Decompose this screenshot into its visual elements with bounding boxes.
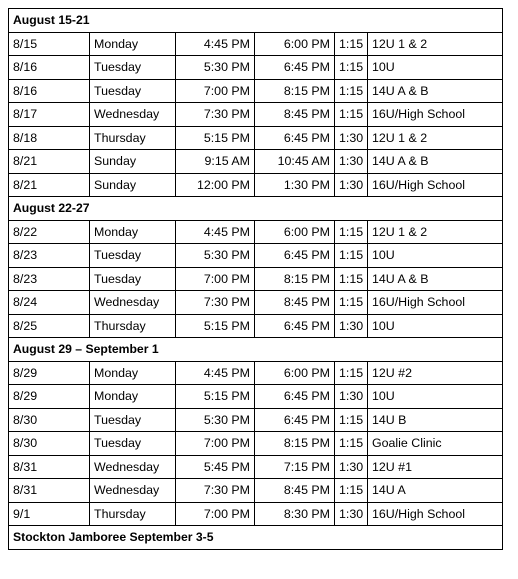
day-cell: Tuesday (90, 267, 176, 291)
end-time-cell: 8:45 PM (255, 479, 335, 503)
end-time-cell: 8:45 PM (255, 103, 335, 127)
duration-cell: 1:30 (335, 126, 368, 150)
day-cell: Thursday (90, 126, 176, 150)
start-time-cell: 4:45 PM (176, 361, 255, 385)
date-cell: 8/18 (9, 126, 90, 150)
group-cell: 10U (368, 314, 503, 338)
day-cell: Tuesday (90, 79, 176, 103)
duration-cell: 1:30 (335, 455, 368, 479)
group-cell: 14U A & B (368, 79, 503, 103)
date-cell: 8/29 (9, 361, 90, 385)
date-cell: 8/29 (9, 385, 90, 409)
group-cell: 16U/High School (368, 291, 503, 315)
day-cell: Monday (90, 32, 176, 56)
day-cell: Tuesday (90, 432, 176, 456)
day-cell: Tuesday (90, 244, 176, 268)
start-time-cell: 7:30 PM (176, 291, 255, 315)
table-row (9, 173, 503, 197)
table-row (9, 32, 503, 56)
section-title: Stockton Jamboree September 3-5 (9, 526, 503, 550)
section-header-row (9, 9, 503, 33)
duration-cell: 1:15 (335, 244, 368, 268)
day-cell: Wednesday (90, 479, 176, 503)
date-cell: 8/31 (9, 455, 90, 479)
end-time-cell: 1:30 PM (255, 173, 335, 197)
table-row (9, 314, 503, 338)
group-cell: 16U/High School (368, 502, 503, 526)
duration-cell: 1:15 (335, 479, 368, 503)
duration-cell: 1:15 (335, 220, 368, 244)
end-time-cell: 6:45 PM (255, 56, 335, 80)
date-cell: 8/30 (9, 432, 90, 456)
table-row (9, 150, 503, 174)
start-time-cell: 7:00 PM (176, 432, 255, 456)
start-time-cell: 4:45 PM (176, 32, 255, 56)
end-time-cell: 6:45 PM (255, 385, 335, 409)
group-cell: 10U (368, 56, 503, 80)
section-header-row (9, 338, 503, 362)
end-time-cell: 8:15 PM (255, 432, 335, 456)
table-row (9, 361, 503, 385)
date-cell: 8/23 (9, 267, 90, 291)
day-cell: Thursday (90, 502, 176, 526)
start-time-cell: 5:15 PM (176, 385, 255, 409)
end-time-cell: 8:15 PM (255, 79, 335, 103)
duration-cell: 1:15 (335, 32, 368, 56)
group-cell: 12U 1 & 2 (368, 220, 503, 244)
end-time-cell: 6:00 PM (255, 361, 335, 385)
duration-cell: 1:30 (335, 385, 368, 409)
table-row (9, 455, 503, 479)
start-time-cell: 9:15 AM (176, 150, 255, 174)
end-time-cell: 6:00 PM (255, 32, 335, 56)
duration-cell: 1:15 (335, 267, 368, 291)
table-row (9, 220, 503, 244)
group-cell: 16U/High School (368, 103, 503, 127)
date-cell: 8/17 (9, 103, 90, 127)
end-time-cell: 8:30 PM (255, 502, 335, 526)
end-time-cell: 6:45 PM (255, 244, 335, 268)
section-title: August 29 – September 1 (9, 338, 503, 362)
group-cell: 16U/High School (368, 173, 503, 197)
group-cell: 12U 1 & 2 (368, 32, 503, 56)
duration-cell: 1:30 (335, 502, 368, 526)
end-time-cell: 6:45 PM (255, 408, 335, 432)
end-time-cell: 8:45 PM (255, 291, 335, 315)
duration-cell: 1:15 (335, 361, 368, 385)
group-cell: Goalie Clinic (368, 432, 503, 456)
group-cell: 12U #1 (368, 455, 503, 479)
table-row (9, 56, 503, 80)
start-time-cell: 12:00 PM (176, 173, 255, 197)
day-cell: Wednesday (90, 103, 176, 127)
table-row (9, 502, 503, 526)
start-time-cell: 5:30 PM (176, 244, 255, 268)
end-time-cell: 6:45 PM (255, 314, 335, 338)
group-cell: 12U #2 (368, 361, 503, 385)
day-cell: Monday (90, 361, 176, 385)
duration-cell: 1:15 (335, 56, 368, 80)
table-row (9, 385, 503, 409)
start-time-cell: 5:15 PM (176, 314, 255, 338)
end-time-cell: 6:45 PM (255, 126, 335, 150)
date-cell: 8/21 (9, 150, 90, 174)
date-cell: 8/30 (9, 408, 90, 432)
duration-cell: 1:15 (335, 79, 368, 103)
start-time-cell: 7:00 PM (176, 267, 255, 291)
date-cell: 8/23 (9, 244, 90, 268)
date-cell: 8/16 (9, 79, 90, 103)
date-cell: 8/21 (9, 173, 90, 197)
table-row (9, 244, 503, 268)
duration-cell: 1:30 (335, 150, 368, 174)
table-row (9, 479, 503, 503)
table-row (9, 267, 503, 291)
start-time-cell: 5:45 PM (176, 455, 255, 479)
table-row (9, 79, 503, 103)
day-cell: Thursday (90, 314, 176, 338)
start-time-cell: 4:45 PM (176, 220, 255, 244)
date-cell: 8/24 (9, 291, 90, 315)
day-cell: Monday (90, 385, 176, 409)
end-time-cell: 8:15 PM (255, 267, 335, 291)
group-cell: 14U A & B (368, 150, 503, 174)
day-cell: Tuesday (90, 408, 176, 432)
day-cell: Tuesday (90, 56, 176, 80)
date-cell: 8/22 (9, 220, 90, 244)
table-row (9, 126, 503, 150)
start-time-cell: 5:15 PM (176, 126, 255, 150)
section-header-row (9, 197, 503, 221)
table-row (9, 408, 503, 432)
group-cell: 12U 1 & 2 (368, 126, 503, 150)
schedule-table (8, 8, 503, 550)
duration-cell: 1:15 (335, 432, 368, 456)
group-cell: 14U B (368, 408, 503, 432)
date-cell: 8/25 (9, 314, 90, 338)
table-row (9, 103, 503, 127)
date-cell: 9/1 (9, 502, 90, 526)
date-cell: 8/16 (9, 56, 90, 80)
section-title: August 15-21 (9, 9, 503, 33)
start-time-cell: 7:00 PM (176, 79, 255, 103)
start-time-cell: 5:30 PM (176, 408, 255, 432)
day-cell: Sunday (90, 173, 176, 197)
start-time-cell: 5:30 PM (176, 56, 255, 80)
start-time-cell: 7:30 PM (176, 103, 255, 127)
group-cell: 14U A & B (368, 267, 503, 291)
duration-cell: 1:15 (335, 103, 368, 127)
group-cell: 10U (368, 385, 503, 409)
date-cell: 8/31 (9, 479, 90, 503)
start-time-cell: 7:00 PM (176, 502, 255, 526)
end-time-cell: 6:00 PM (255, 220, 335, 244)
duration-cell: 1:30 (335, 173, 368, 197)
duration-cell: 1:15 (335, 291, 368, 315)
start-time-cell: 7:30 PM (176, 479, 255, 503)
table-row (9, 291, 503, 315)
duration-cell: 1:15 (335, 408, 368, 432)
table-row (9, 432, 503, 456)
day-cell: Wednesday (90, 455, 176, 479)
day-cell: Sunday (90, 150, 176, 174)
end-time-cell: 7:15 PM (255, 455, 335, 479)
duration-cell: 1:30 (335, 314, 368, 338)
group-cell: 14U A (368, 479, 503, 503)
day-cell: Monday (90, 220, 176, 244)
section-header-row (9, 526, 503, 550)
date-cell: 8/15 (9, 32, 90, 56)
end-time-cell: 10:45 AM (255, 150, 335, 174)
schedule-body (9, 9, 503, 550)
group-cell: 10U (368, 244, 503, 268)
day-cell: Wednesday (90, 291, 176, 315)
section-title: August 22-27 (9, 197, 503, 221)
